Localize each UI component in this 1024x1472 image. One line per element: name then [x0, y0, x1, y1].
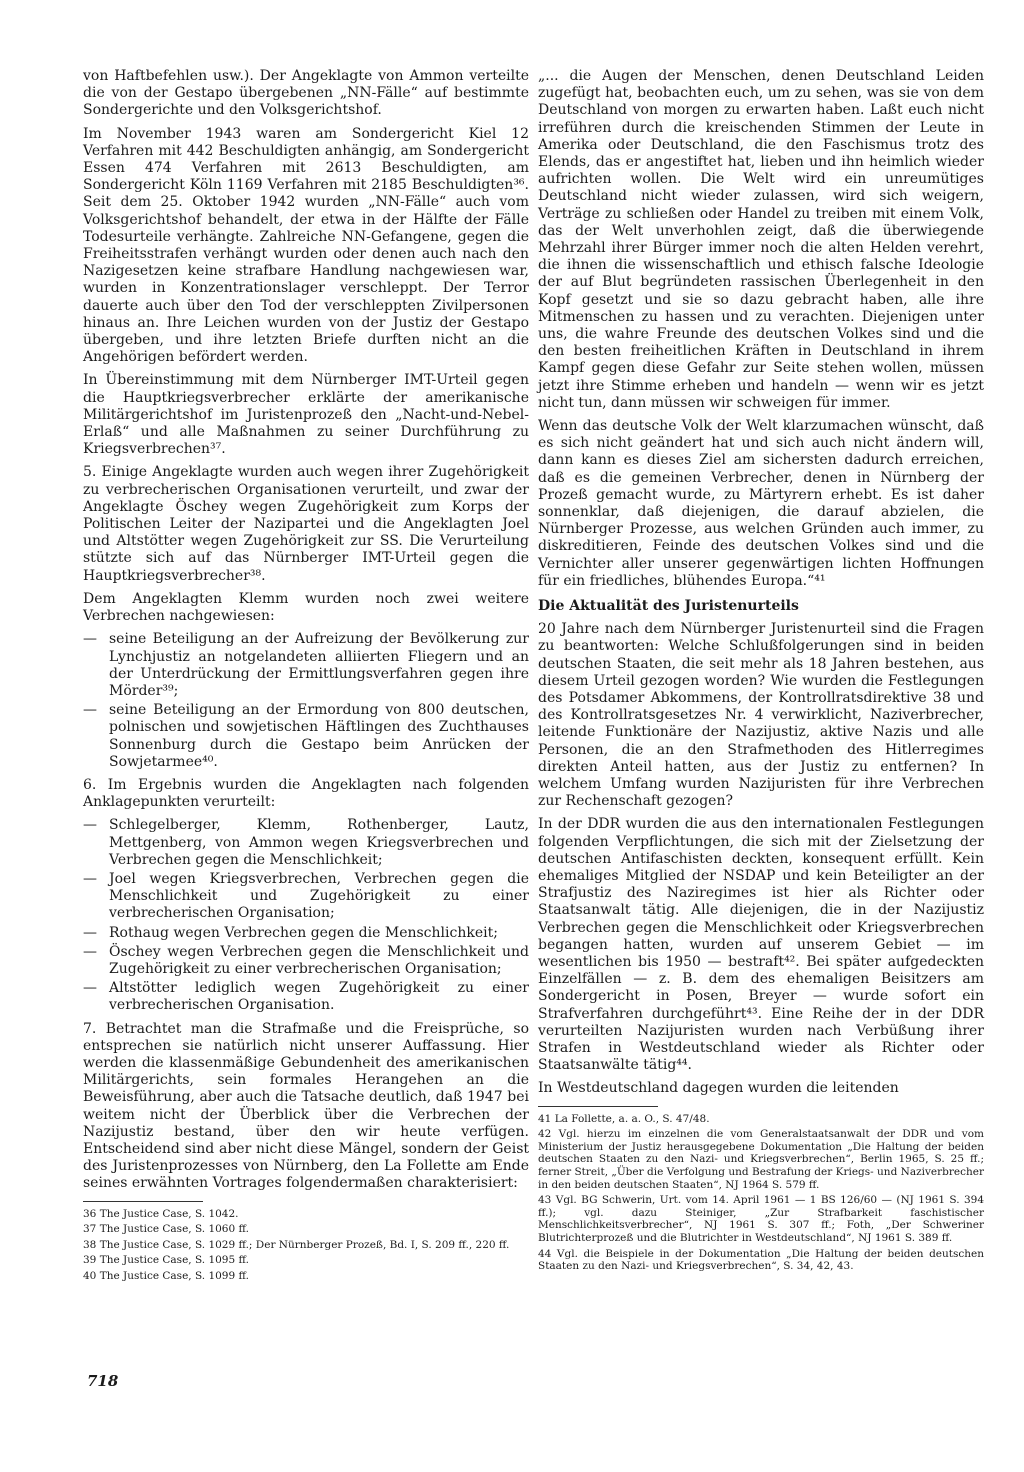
list-item: — Joel wegen Kriegsverbrechen, Verbrechen gegen die Menschlichkeit und Zugehörigkeit zu einer verbrecherischen Organisation; [83, 871, 529, 923]
paragraph: 7. Betrachtet man die Strafmaße und die Freisprüche, so entsprechen sie natürlich nicht unserer Auffassung. Hier werden die klassenmäßige Gebundenheit des amerikanischen Militärgerichts, sein formales Herangehen an die Beweisführung, aber auch die Tatsache deutlich, daß 1947 bei weitem nicht der Überblick über die Verbrechen der Nazijustiz bestand, über den wir heute verfügen. Entscheidend sind aber nicht diese Mängel, sondern der Geist des Juristenprozesses von Nürnberg, den La Follette am Ende seines erwähnten Vortrages folgendermaßen charakterisiert: [83, 1020, 529, 1192]
dash-list [83, 631, 529, 771]
paragraph: 6. Im Ergebnis wurden die Angeklagten nach folgenden Anklagepunkten verurteilt: [83, 776, 529, 811]
dash-list [83, 817, 529, 1014]
footnote: 44 Vgl. die Beispiele in der Dokumentation „Die Haltung der beiden deutschen Staaten zu den Nazi- und Kriegsverbrechen“, S. 34, 42, 43. [538, 1247, 984, 1273]
list-item: — Schlegelberger, Klemm, Rothenberger, Lautz, Mettgenberg, von Ammon wegen Kriegsverbrechen und Verbrechen gegen die Menschlichkeit; [83, 817, 529, 869]
paragraph: Im November 1943 waren am Sondergericht Kiel 12 Verfahren mit 442 Beschuldigten anhängig, am Sondergericht Essen 474 Verfahren mit 2613 Beschuldigten, am Sondergericht Köln 1169 Verfahren mit 2185 Beschuldigten³⁶. Seit dem 25. Oktober 1942 wurden „NN-Fälle“ auch vom Volksgerichtshof behandelt, der etwa in der Hälfte der Fälle Todesurteile verhängte. Zahlreiche NN-Gefangene, gegen die Freiheitsstrafen verhängt wurden oder denen auch nach den Nazigesetzen keine strafbare Handlung nachgewiesen war, wurden in Konzentrationslager verschleppt. Der Terror dauerte auch über den Tod der verschleppten Zivilpersonen hinaus an. Ihre Leichen wurden von der Justiz der Gestapo übergeben, und ihre letzten Briefe durften nicht an die Angehörigen befördert werden. [83, 125, 529, 366]
paragraph: In Übereinstimmung mit dem Nürnberger IMT-Urteil gegen die Hauptkriegsverbrecher erklärte der amerikanische Militärgerichtshof im Juristenprozeß den „Nacht-und-Nebel-Erlaß“ und alle Maßnahmen zu seiner Durchführung zu Kriegsverbrechen³⁷. [83, 372, 529, 458]
quote-paragraph: Wenn das deutsche Volk der Welt klarzumachen wünscht, daß es sich nicht geändert hat und sich auch nicht ändern will, dann kann es dieses Ziel am sichersten dadurch erreichen, daß es die gemeinen Verbrecher, denen in Nürnberg der Prozeß gemacht wurde, zu Märtyrern erhebt. Es ist daher sonnenklar, daß diejenigen, die darauf abzielen, die Nürnberger Prozesse, aus welchen Gründen auch immer, zu diskreditieren, Feinde des deutschen Volkes sind und die Vernichter aller unserer gegenwärtigen lichten Hoffnungen für ein friedliches, blühendes Europa.“⁴¹ [538, 418, 984, 589]
paragraph: 20 Jahre nach dem Nürnberger Juristenurteil sind die Fragen zu beantworten: Welche Schlußfolgerungen sind in beiden deutschen Staaten, die seit mehr als 18 Jahren bestehen, aus diesem Urteil gezogen worden? Wie wurden die Festlegungen des Potsdamer Abkommens, der Kontrollratsdirektive 38 und des Kontrollratsgesetzes Nr. 4 verwirklicht, Naziverbrecher, leitende Funktionäre der Nazijustiz, aktive Nazis und alle Personen, die an den Strafmethoden des Hitlerregimes direkten Anteil hatten, aus der Justiz zu entfernen? In welchem Umfang wurden Nazijuristen für ihre Verbrechen zur Rechenschaft gezogen? [538, 621, 984, 810]
footnote: 40 The Justice Case, S. 1099 ff. [83, 1269, 249, 1282]
footnote: 43 Vgl. BG Schwerin, Urt. vom 14. April 1961 — 1 BS 126/60 — (NJ 1961 S. 394 ff.); vgl. dazu Steiniger, „Zur Strafbarkeit faschistischer Menschlichkeitsverbrecher“, NJ 1961 S. 307 ff.; Foth, „Der Schweriner Blutrichterprozeß und die Blutrichter in Westdeutschland“, NJ 1961 S. 389 ff. [538, 1194, 984, 1244]
list-item: — seine Beteiligung an der Aufreizung der Bevölkerung zur Lynchjustiz an notgelandeten alliierten Fliegern und an der Unterdrückung der Ermittlungsverfahren gegen ihre Mörder³⁹; [83, 631, 529, 700]
list-item: — Rothaug wegen Verbrechen gegen die Menschlichkeit; [83, 925, 529, 942]
section-heading: Die Aktualität des Juristenurteils [538, 598, 799, 615]
footnote: 41 La Follette, a. a. O., S. 47/48. [538, 1112, 710, 1125]
footnote: 36 The Justice Case, S. 1042. [83, 1207, 239, 1220]
paragraph: von Haftbefehlen usw.). Der Angeklagte von Ammon verteilte die von der Gestapo übergebenen „NN-Fälle“ auf bestimmte Sondergerichte und den Volksgerichtshof. [83, 68, 529, 119]
page-number: 718 [87, 1372, 119, 1390]
paragraph: In der DDR wurden die aus den internationalen Festlegungen folgenden Verpflichtungen, die sich mit der Zielsetzung der deutschen Antifaschisten deckten, konsequent erfüllt. Kein ehemaliges Mitglied der NSDAP und kein Beteiligter an der Strafjustiz des Naziregimes ist hier als Richter oder Staatsanwalt tätig. Alle diejenigen, die in der Nazijustiz Verbrechen gegen die Menschlichkeit oder Kriegsverbrechen begangen hatten, wurden auf unserem Gebiet — im wesentlichen bis 1950 — bestraft⁴². Bei später aufgedeckten Einzelfällen — z. B. dem des ehemaligen Beisitzers am Sondergericht in Posen, Breyer — wurde sofort ein Strafverfahren durchgeführt⁴³. Eine Reihe der in der DDR verurteilten Nazijuristen wurden nach Verbüßung ihrer Strafen in Westdeutschland wieder als Richter oder Staatsanwälte tätig⁴⁴. [538, 816, 984, 1074]
paragraph: Dem Angeklagten Klemm wurden noch zwei weitere Verbrechen nachgewiesen: [83, 590, 529, 625]
footnote: 38 The Justice Case, S. 1029 ff.; Der Nürnberger Prozeß, Bd. I, S. 209 ff., 220 ff. [83, 1238, 510, 1251]
footnote: 39 The Justice Case, S. 1095 ff. [83, 1254, 249, 1267]
paragraph: 5. Einige Angeklagte wurden auch wegen ihrer Zugehörigkeit zu verbrecherischen Organisationen verurteilt, und zwar der Angeklagte Öschey wegen Zugehörigkeit zum Korps der Politischen Leiter der Nazipartei und die Angeklagten Joel und Altstötter wegen Zugehörigkeit zur SS. Die Verurteilung stützte sich auf das Nürnberger IMT-Urteil gegen die Hauptkriegsverbrecher³⁸. [83, 464, 529, 584]
right-column [538, 68, 984, 1276]
list-item: — Altstötter lediglich wegen Zugehörigkeit zu einer verbrecherischen Organisation. [83, 980, 529, 1014]
list-item: — Öschey wegen Verbrechen gegen die Menschlichkeit und Zugehörigkeit zu einer verbrecherischen Organisation; [83, 944, 529, 978]
footnote-divider [83, 1201, 203, 1202]
paragraph: In Westdeutschland dagegen wurden die leitenden [538, 1080, 899, 1097]
left-column [83, 68, 529, 1286]
footnote: 42 Vgl. hierzu im einzelnen die vom Generalstaatsanwalt der DDR und vom Ministerium der Justiz herausgegebene Dokumentation „Die Haltung der beiden deutschen Staaten zu den Nazi- und Kriegsverbrechen“, Berlin 1965, S. 25 ff.; ferner Streit, „Über die Verfolgung und Bestrafung der Kriegs- und Naziverbrecher in den beiden deutschen Staaten“, NJ 1964 S. 579 ff. [538, 1128, 984, 1191]
quote-paragraph: „... die Augen der Menschen, denen Deutschland Leiden zugefügt hat, beobachten euch, um zu sehen, was sie von dem Deutschland von morgen zu erwarten haben. Laßt euch nicht irreführen durch die kreischenden Stimmen der Leute in Amerika oder Deutschland, die den Faschismus trotz des Elends, das er angestiftet hat, lieben und ihn heimlich wieder aufrichten wollen. Die Welt wird ein unreumütiges Deutschland nicht wieder zulassen, wird sich weigern, Verträge zu schließen oder Handel zu treiben mit einem Volk, das der Welt unverhohlen zeigt, daß die überwiegende Mehrzahl ihrer Bürger immer noch die alten Helden verehrt, die ihnen die wissenschaftlich und ethisch falsche Ideologie der auf Blut begründeten rassischen Überlegenheit in den Kopf gesetzt und sie so dazu gebracht haben, alle ihre Mitmenschen zu hassen und zu verachten. Diejenigen unter uns, die wahre Freunde des deutschen Volkes sind und die den besten freiheitlichen Kräften in Deutschland in ihrem Kampf gegen diese Gefahr zur Seite stehen wollen, müssen jetzt ihre Stimme erheben und handeln — wenn wir es jetzt nicht tun, dann müssen wir schweigen für immer. [538, 68, 984, 411]
footnote-divider [538, 1106, 658, 1107]
list-item: — seine Beteiligung an der Ermordung von 800 deutschen, polnischen und sowjetischen Häftlingen des Zuchthauses Sonnenburg durch die Gestapo beim Anrücken der Sowjetarmee⁴⁰. [83, 702, 529, 771]
footnote: 37 The Justice Case, S. 1060 ff. [83, 1223, 249, 1236]
